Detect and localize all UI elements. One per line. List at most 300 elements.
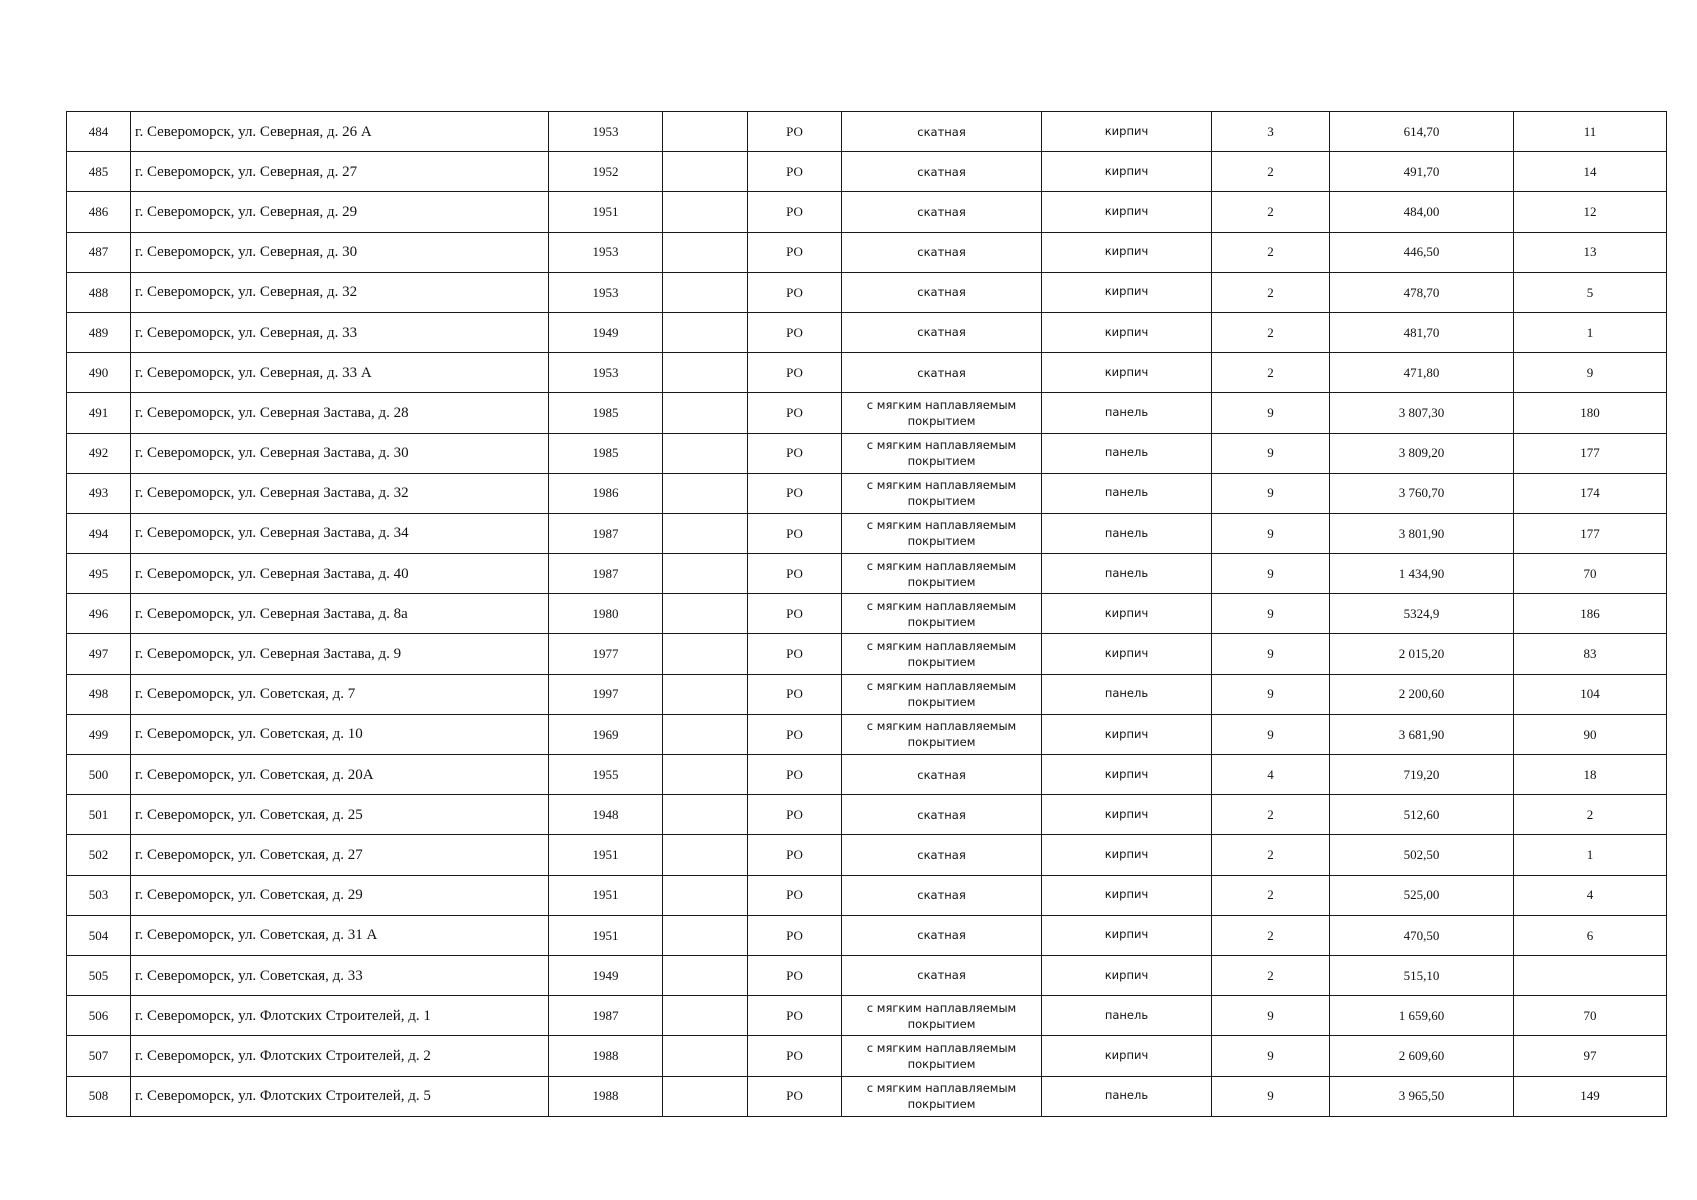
year-cell <box>549 393 663 433</box>
row-number-text: 498 <box>88 686 109 702</box>
roof-type-text: с мягким наплавляемым покрытием <box>866 1000 1017 1031</box>
area-text: 5324,9 <box>1403 606 1440 622</box>
wall-material-cell <box>1042 996 1212 1036</box>
floors-text: 2 <box>1267 806 1274 822</box>
address-text: г. Североморск, ул. Советская, д. 25 <box>135 806 363 823</box>
residents-text: 180 <box>1580 405 1600 421</box>
floors-cell <box>1212 312 1330 352</box>
empty-cell <box>663 875 748 915</box>
wall-material-text: кирпич <box>1104 244 1149 259</box>
program-text: РО <box>786 123 803 139</box>
row-number-text: 491 <box>88 405 109 421</box>
address-text: г. Североморск, ул. Флотских Строителей, д. 5 <box>135 1088 431 1105</box>
floors-cell <box>1212 915 1330 955</box>
year-cell <box>549 915 663 955</box>
address-cell <box>131 272 549 312</box>
roof-type-cell <box>842 192 1042 232</box>
residents-text: 9 <box>1586 364 1594 380</box>
area-text: 3 760,70 <box>1398 485 1445 501</box>
area-text: 1 659,60 <box>1398 1007 1445 1023</box>
wall-material-text: кирпич <box>1104 324 1149 339</box>
residents-cell <box>1514 272 1667 312</box>
address-text: г. Североморск, ул. Северная, д. 29 <box>135 203 358 220</box>
row-number-text: 485 <box>88 163 109 179</box>
year-cell <box>549 473 663 513</box>
program-text: РО <box>786 726 803 742</box>
residents-text: 4 <box>1586 887 1594 903</box>
address-cell <box>131 835 549 875</box>
address-cell <box>131 152 549 192</box>
roof-type-cell <box>842 835 1042 875</box>
residents-text: 1 <box>1586 324 1594 340</box>
program-cell <box>748 714 842 754</box>
program-cell <box>748 594 842 634</box>
roof-type-text: с мягким наплавляемым покрытием <box>866 638 1017 670</box>
wall-material-cell <box>1042 353 1212 393</box>
residents-cell <box>1514 875 1667 915</box>
floors-text: 9 <box>1267 525 1274 541</box>
wall-material-text: кирпич <box>1104 284 1149 299</box>
wall-material-text: кирпич <box>1104 967 1149 982</box>
floors-text: 2 <box>1267 244 1274 260</box>
address-cell <box>131 996 549 1036</box>
floors-cell <box>1212 714 1330 754</box>
area-text: 446,50 <box>1403 244 1440 260</box>
empty-cell <box>663 353 748 393</box>
wall-material-cell <box>1042 915 1212 955</box>
roof-type-text: с мягким наплавляемым покрытием <box>866 478 1017 509</box>
floors-cell <box>1212 996 1330 1036</box>
floors-text: 9 <box>1267 686 1274 702</box>
year-text: 1951 <box>592 887 619 903</box>
area-cell <box>1330 433 1514 473</box>
roof-type-text: с мягким наплавляемым покрытием <box>866 598 1017 629</box>
residents-cell <box>1514 1036 1667 1076</box>
wall-material-text: кирпич <box>1104 123 1149 138</box>
area-cell <box>1330 795 1514 835</box>
floors-text: 9 <box>1267 726 1274 742</box>
roof-type-cell <box>842 312 1042 352</box>
floors-text: 4 <box>1267 766 1274 782</box>
address-cell <box>131 755 549 795</box>
roof-type-cell <box>842 714 1042 754</box>
floors-text: 2 <box>1267 927 1274 943</box>
program-cell <box>748 955 842 995</box>
row-number <box>67 112 131 152</box>
address-cell <box>131 674 549 714</box>
row-number <box>67 996 131 1036</box>
residents-text: 1 <box>1586 847 1594 863</box>
residents-cell <box>1514 955 1667 995</box>
floors-cell <box>1212 513 1330 553</box>
row-number <box>67 915 131 955</box>
address-text: г. Североморск, ул. Северная, д. 30 <box>135 244 358 261</box>
area-text: 3 801,90 <box>1398 525 1445 541</box>
wall-material-cell <box>1042 393 1212 433</box>
residents-text: 5 <box>1586 284 1594 300</box>
table-row <box>67 353 1667 393</box>
year-text: 1951 <box>592 847 619 863</box>
row-number <box>67 875 131 915</box>
roof-type-cell <box>842 996 1042 1036</box>
area-text: 3 681,90 <box>1398 726 1445 742</box>
table-row <box>67 674 1667 714</box>
row-number-text: 490 <box>88 364 109 380</box>
area-cell <box>1330 1076 1514 1116</box>
address-cell <box>131 554 549 594</box>
year-text: 1951 <box>592 204 619 220</box>
residents-text: 186 <box>1580 606 1600 622</box>
residents-cell <box>1514 433 1667 473</box>
program-text: РО <box>786 847 803 863</box>
wall-material-text: кирпич <box>1104 605 1149 620</box>
residents-cell <box>1514 353 1667 393</box>
wall-material-cell <box>1042 112 1212 152</box>
wall-material-text: кирпич <box>1104 726 1149 741</box>
year-text: 1987 <box>592 565 619 581</box>
residents-text: 12 <box>1583 204 1597 220</box>
roof-type-text: скатная <box>917 968 966 983</box>
year-cell <box>549 1076 663 1116</box>
wall-material-cell <box>1042 795 1212 835</box>
address-cell <box>131 915 549 955</box>
area-text: 481,70 <box>1403 324 1440 340</box>
table-row <box>67 795 1667 835</box>
floors-text: 9 <box>1267 445 1274 461</box>
area-text: 2 200,60 <box>1398 686 1445 702</box>
address-cell <box>131 714 549 754</box>
roof-type-text: с мягким наплавляемым покрытием <box>866 518 1017 549</box>
address-cell <box>131 112 549 152</box>
roof-type-cell <box>842 272 1042 312</box>
program-cell <box>748 1076 842 1116</box>
area-cell <box>1330 192 1514 232</box>
roof-type-text: с мягким наплавляемым покрытием <box>866 438 1017 469</box>
floors-cell <box>1212 152 1330 192</box>
roof-type-cell <box>842 674 1042 714</box>
address-text: г. Североморск, ул. Флотских Строителей, д. 1 <box>135 1007 431 1024</box>
address-text: г. Североморск, ул. Северная Застава, д. 30 <box>135 445 409 462</box>
roof-type-text: с мягким наплавляемым покрытием <box>866 1081 1017 1112</box>
floors-cell <box>1212 875 1330 915</box>
empty-cell <box>663 513 748 553</box>
area-cell <box>1330 875 1514 915</box>
area-text: 1 434,90 <box>1398 565 1445 581</box>
wall-material-cell <box>1042 674 1212 714</box>
residents-cell <box>1514 996 1667 1036</box>
year-cell <box>549 272 663 312</box>
floors-text: 9 <box>1267 646 1274 662</box>
row-number-text: 500 <box>88 766 109 782</box>
year-cell <box>549 152 663 192</box>
roof-type-cell <box>842 594 1042 634</box>
row-number <box>67 554 131 594</box>
area-text: 515,10 <box>1403 967 1440 983</box>
address-cell <box>131 1036 549 1076</box>
area-cell <box>1330 996 1514 1036</box>
residents-cell <box>1514 795 1667 835</box>
row-number-text: 508 <box>88 1088 109 1104</box>
empty-cell <box>663 312 748 352</box>
floors-text: 2 <box>1267 847 1274 863</box>
address-text: г. Североморск, ул. Советская, д. 20А <box>135 766 374 783</box>
floors-cell <box>1212 554 1330 594</box>
wall-material-cell <box>1042 272 1212 312</box>
table-row <box>67 232 1667 272</box>
residents-text: 70 <box>1583 565 1597 581</box>
wall-material-cell <box>1042 433 1212 473</box>
floors-text: 3 <box>1267 123 1274 139</box>
program-cell <box>748 996 842 1036</box>
empty-cell <box>663 473 748 513</box>
year-cell <box>549 232 663 272</box>
program-cell <box>748 232 842 272</box>
floors-cell <box>1212 433 1330 473</box>
program-text: РО <box>786 686 803 702</box>
address-text: г. Североморск, ул. Северная Застава, д. 9 <box>135 646 402 663</box>
floors-text: 2 <box>1267 163 1274 179</box>
floors-cell <box>1212 1076 1330 1116</box>
residents-cell <box>1514 192 1667 232</box>
area-cell <box>1330 755 1514 795</box>
area-cell <box>1330 674 1514 714</box>
row-number-text: 504 <box>88 927 109 943</box>
empty-cell <box>663 755 748 795</box>
wall-material-cell <box>1042 634 1212 674</box>
row-number-text: 489 <box>88 324 109 340</box>
residents-cell <box>1514 152 1667 192</box>
year-text: 1987 <box>592 525 619 541</box>
row-number <box>67 192 131 232</box>
table-row <box>67 594 1667 634</box>
area-cell <box>1330 393 1514 433</box>
year-text: 1969 <box>592 726 619 742</box>
residents-text: 177 <box>1580 525 1600 541</box>
roof-type-text: с мягким наплавляемым покрытием <box>866 719 1017 750</box>
table-row <box>67 433 1667 473</box>
row-number-text: 495 <box>88 565 109 581</box>
wall-material-cell <box>1042 192 1212 232</box>
floors-text: 9 <box>1267 485 1274 501</box>
row-number-text: 507 <box>88 1048 109 1064</box>
area-text: 719,20 <box>1403 766 1440 782</box>
program-text: РО <box>786 485 803 501</box>
empty-cell <box>663 674 748 714</box>
roof-type-cell <box>842 915 1042 955</box>
wall-material-text: кирпич <box>1104 1048 1149 1062</box>
residents-cell <box>1514 674 1667 714</box>
address-text: г. Североморск, ул. Советская, д. 29 <box>135 887 363 904</box>
residents-text: 177 <box>1580 445 1600 461</box>
row-number-text: 502 <box>88 847 109 863</box>
wall-material-cell <box>1042 554 1212 594</box>
year-cell <box>549 433 663 473</box>
program-cell <box>748 152 842 192</box>
residents-cell <box>1514 312 1667 352</box>
row-number <box>67 1076 131 1116</box>
program-text: РО <box>786 887 803 903</box>
table-row <box>67 996 1667 1036</box>
floors-cell <box>1212 473 1330 513</box>
program-text: РО <box>786 204 803 220</box>
program-cell <box>748 835 842 875</box>
area-cell <box>1330 594 1514 634</box>
area-cell <box>1330 312 1514 352</box>
residents-text: 70 <box>1583 1007 1597 1023</box>
row-number <box>67 433 131 473</box>
year-text: 1953 <box>592 364 619 380</box>
year-text: 1953 <box>592 284 619 300</box>
wall-material-text: кирпич <box>1104 847 1149 862</box>
program-text: РО <box>786 244 803 260</box>
wall-material-cell <box>1042 232 1212 272</box>
address-text: г. Североморск, ул. Флотских Строителей, д. 2 <box>135 1047 431 1064</box>
roof-type-cell <box>842 875 1042 915</box>
area-text: 478,70 <box>1403 284 1440 300</box>
year-text: 1977 <box>592 646 619 662</box>
table-row <box>67 192 1667 232</box>
roof-type-cell <box>842 112 1042 152</box>
area-cell <box>1330 955 1514 995</box>
row-number-text: 494 <box>88 525 109 541</box>
program-cell <box>748 554 842 594</box>
residents-cell <box>1514 714 1667 754</box>
wall-material-text: панель <box>1104 525 1149 540</box>
address-cell <box>131 1076 549 1116</box>
empty-cell <box>663 433 748 473</box>
empty-cell <box>663 152 748 192</box>
empty-cell <box>663 554 748 594</box>
empty-cell <box>663 272 748 312</box>
table-row <box>67 1036 1667 1076</box>
program-cell <box>748 433 842 473</box>
table-row <box>67 112 1667 152</box>
residents-cell <box>1514 473 1667 513</box>
roof-type-text: с мягким наплавляемым покрытием <box>866 397 1017 428</box>
wall-material-cell <box>1042 312 1212 352</box>
row-number <box>67 955 131 995</box>
roof-type-cell <box>842 554 1042 594</box>
year-text: 1955 <box>592 766 619 782</box>
year-cell <box>549 795 663 835</box>
wall-material-text: панель <box>1104 1088 1149 1103</box>
roof-type-text: скатная <box>917 767 966 782</box>
roof-type-cell <box>842 152 1042 192</box>
floors-cell <box>1212 112 1330 152</box>
row-number-text: 487 <box>88 244 109 260</box>
year-cell <box>549 674 663 714</box>
address-text: г. Североморск, ул. Северная Застава, д. 34 <box>135 525 409 542</box>
table-row <box>67 1076 1667 1116</box>
row-number-text: 506 <box>88 1007 109 1023</box>
area-cell <box>1330 232 1514 272</box>
year-text: 1980 <box>592 606 619 622</box>
table-row <box>67 915 1667 955</box>
address-cell <box>131 634 549 674</box>
empty-cell <box>663 232 748 272</box>
wall-material-text: кирпич <box>1104 163 1149 178</box>
year-cell <box>549 554 663 594</box>
year-text: 1952 <box>592 163 619 179</box>
area-cell <box>1330 112 1514 152</box>
program-text: РО <box>786 766 803 782</box>
address-cell <box>131 433 549 473</box>
year-text: 1985 <box>592 445 619 461</box>
wall-material-cell <box>1042 473 1212 513</box>
floors-cell <box>1212 594 1330 634</box>
address-cell <box>131 955 549 995</box>
year-text: 1985 <box>592 405 619 421</box>
program-text: РО <box>786 927 803 943</box>
program-cell <box>748 634 842 674</box>
row-number <box>67 473 131 513</box>
address-cell <box>131 312 549 352</box>
residents-text: 90 <box>1583 726 1597 742</box>
floors-cell <box>1212 755 1330 795</box>
floors-cell <box>1212 955 1330 995</box>
address-text: г. Североморск, ул. Северная Застава, д. 32 <box>135 485 409 502</box>
empty-cell <box>663 393 748 433</box>
row-number-text: 499 <box>88 726 109 742</box>
table-row <box>67 875 1667 915</box>
address-text: г. Североморск, ул. Советская, д. 27 <box>135 846 363 863</box>
residents-cell <box>1514 232 1667 272</box>
year-cell <box>549 594 663 634</box>
floors-text: 2 <box>1267 204 1274 220</box>
row-number <box>67 634 131 674</box>
year-text: 1953 <box>592 123 619 139</box>
year-cell <box>549 755 663 795</box>
year-text: 1953 <box>592 244 619 260</box>
residents-cell <box>1514 915 1667 955</box>
year-text: 1997 <box>592 686 619 702</box>
floors-text: 2 <box>1267 284 1274 300</box>
wall-material-cell <box>1042 714 1212 754</box>
roof-type-cell <box>842 393 1042 433</box>
program-cell <box>748 674 842 714</box>
area-cell <box>1330 152 1514 192</box>
roof-type-cell <box>842 1076 1042 1116</box>
area-text: 502,50 <box>1403 847 1440 863</box>
address-text: г. Североморск, ул. Северная Застава, д. 8а <box>135 605 408 622</box>
wall-material-text: панель <box>1104 565 1149 580</box>
empty-cell <box>663 112 748 152</box>
address-text: г. Североморск, ул. Северная, д. 33 <box>135 324 358 341</box>
area-text: 471,80 <box>1403 364 1440 380</box>
row-number-text: 503 <box>88 887 109 903</box>
address-text: г. Североморск, ул. Советская, д. 7 <box>135 686 356 703</box>
address-cell <box>131 353 549 393</box>
address-text: г. Североморск, ул. Северная, д. 26 А <box>135 123 372 140</box>
residents-cell <box>1514 393 1667 433</box>
floors-cell <box>1212 232 1330 272</box>
roof-type-text: скатная <box>917 888 966 903</box>
program-cell <box>748 915 842 955</box>
buildings-table <box>66 111 1667 1117</box>
program-text: РО <box>786 967 803 983</box>
floors-cell <box>1212 393 1330 433</box>
year-text: 1949 <box>592 967 619 983</box>
table-row <box>67 473 1667 513</box>
table-row <box>67 714 1667 754</box>
table-row <box>67 393 1667 433</box>
year-text: 1988 <box>592 1088 619 1104</box>
residents-text: 2 <box>1586 806 1594 822</box>
floors-cell <box>1212 1036 1330 1076</box>
residents-text: 97 <box>1583 1048 1597 1064</box>
area-cell <box>1330 554 1514 594</box>
row-number-text: 488 <box>88 284 109 300</box>
